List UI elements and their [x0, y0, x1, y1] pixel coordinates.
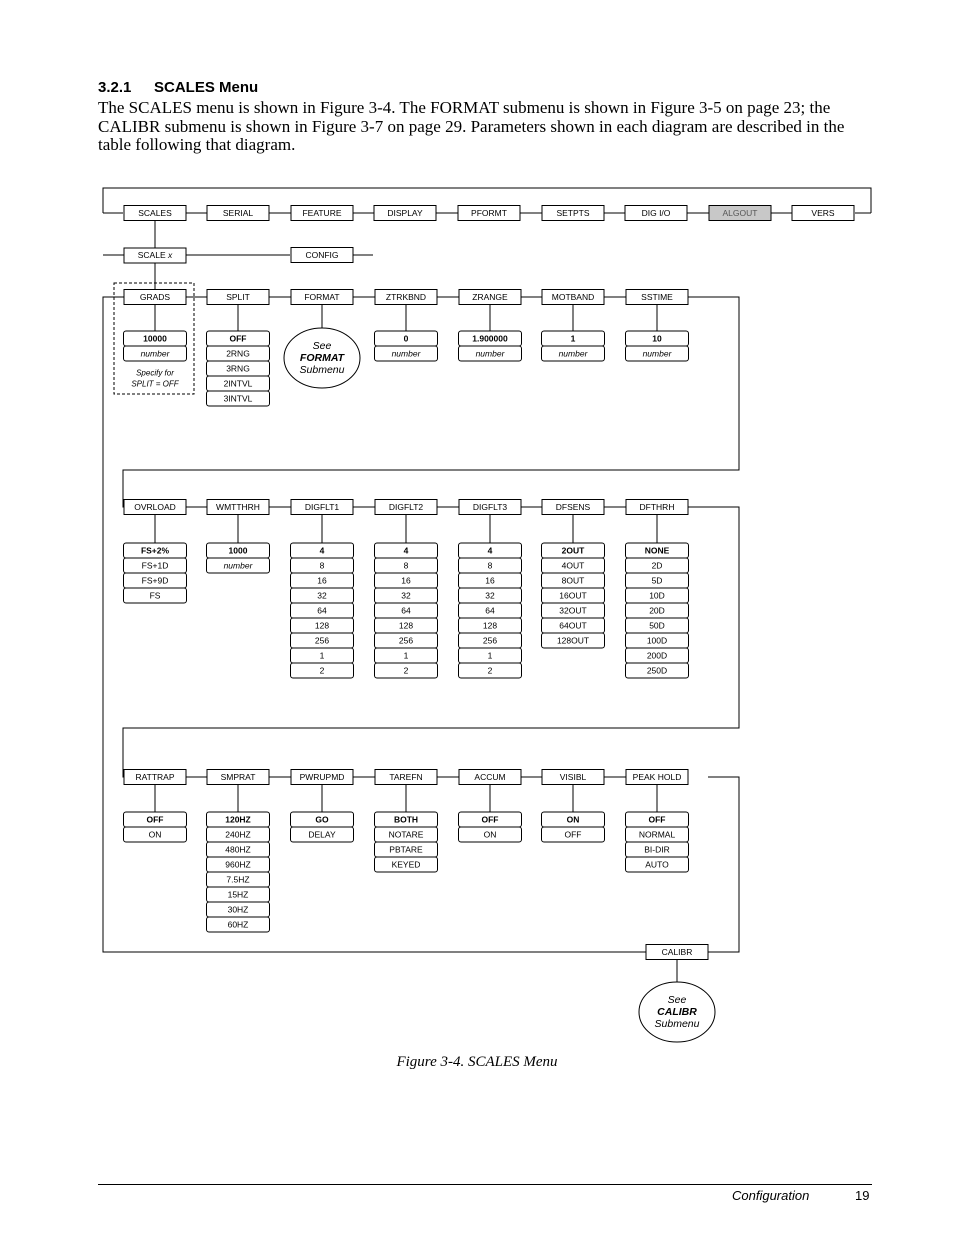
top-menu-display-label: DISPLAY — [387, 208, 423, 218]
param-dfthrh-label: DFTHRH — [639, 502, 675, 512]
param-digflt3-value-16: 16 — [485, 575, 495, 586]
param-format-submenu-text-format: FORMAT — [299, 352, 345, 364]
param-grads-label: GRADS — [139, 292, 171, 302]
top-menu-vers-label: VERS — [811, 208, 835, 218]
param-tarefn-value-notare: NOTARE — [388, 829, 424, 840]
param-dfsens-value-64out: 64OUT — [559, 620, 587, 631]
param-dfthrh-value-none: NONE — [644, 545, 670, 556]
param-ovrload-value-fs-1d: FS+1D — [141, 560, 169, 571]
param-digflt2-value-128: 128 — [398, 620, 414, 631]
param-digflt2-label: DIGFLT2 — [388, 502, 424, 512]
param-peak-hold-value-off: OFF — [648, 814, 666, 825]
param-sstime-value-10: 10 — [652, 333, 662, 344]
param-calibr-submenu-text-see: See — [667, 994, 687, 1006]
param-wmtthrh-value-1000: 1000 — [228, 545, 248, 556]
param-zrange-label: ZRANGE — [472, 292, 508, 302]
top-menu-setpts-label: SETPTS — [556, 208, 590, 218]
param-dfthrh-value-10d: 10D — [649, 590, 665, 601]
param-rattrap-label: RATTRAP — [135, 772, 175, 782]
figure-caption: Figure 3-4. SCALES Menu — [396, 1054, 558, 1070]
section-number: 3.2.1 — [98, 79, 132, 96]
param-ovrload-value-fs-2: FS+2% — [140, 545, 170, 556]
param-ovrload-value-fs: FS — [149, 590, 161, 601]
param-accum-value-on: ON — [483, 829, 497, 840]
param-zrange-value-1-900000: 1.900000 — [472, 333, 508, 344]
param-digflt1-value-256: 256 — [314, 635, 330, 646]
param-digflt1-value-64: 64 — [317, 605, 327, 616]
param-digflt1-value-2: 2 — [319, 665, 325, 676]
param-dfthrh-value-250d: 250D — [646, 665, 668, 676]
top-menu-scales-label: SCALES — [138, 208, 172, 218]
param-digflt2-value-2: 2 — [403, 665, 409, 676]
param-peak-hold-label: PEAK HOLD — [632, 772, 682, 782]
param-split-value-off: OFF — [229, 333, 247, 344]
param-motband-value-1: 1 — [570, 333, 576, 344]
param-ztrkbnd-label: ZTRKBND — [385, 292, 427, 302]
param-digflt1-value-8: 8 — [319, 560, 325, 571]
param-ovrload-label: OVRLOAD — [134, 502, 176, 512]
param-split-value-2intvl: 2INTVL — [223, 378, 253, 389]
param-ztrkbnd-value-number: number — [391, 348, 421, 359]
top-menu-algout-label: ALGOUT — [722, 208, 758, 218]
param-digflt3-value-4: 4 — [487, 545, 493, 556]
param-visibl-value-on: ON — [566, 814, 580, 825]
param-rattrap-value-off: OFF — [146, 814, 164, 825]
param-visibl-value-off: OFF — [564, 829, 582, 840]
param-digflt1-label: DIGFLT1 — [304, 502, 340, 512]
param-motband-label: MOTBAND — [551, 292, 595, 302]
scale-x-variable: x — [168, 250, 173, 260]
param-digflt3-value-256: 256 — [482, 635, 498, 646]
param-tarefn-value-both: BOTH — [393, 814, 419, 825]
param-visibl-label: VISIBL — [559, 772, 587, 782]
scale-x-label: SCALE x — [137, 250, 173, 260]
param-ztrkbnd-value-0: 0 — [403, 333, 409, 344]
param-digflt2-value-4: 4 — [403, 545, 409, 556]
param-digflt2-value-64: 64 — [401, 605, 411, 616]
param-peak-hold-value-auto: AUTO — [645, 859, 669, 870]
param-accum-label: ACCUM — [474, 772, 506, 782]
param-rattrap-value-on: ON — [148, 829, 162, 840]
grads-note-split-off: SPLIT = OFF — [131, 379, 179, 389]
grads-note-specify-for: Specify for — [136, 368, 174, 378]
param-digflt3-value-32: 32 — [485, 590, 495, 601]
param-grads-value-number: number — [140, 348, 170, 359]
param-dfsens-value-8out: 8OUT — [561, 575, 585, 586]
param-split-label: SPLIT — [226, 292, 250, 302]
param-format-label: FORMAT — [304, 292, 340, 302]
param-split-value-2rng: 2RNG — [226, 348, 250, 359]
param-digflt3-value-64: 64 — [485, 605, 495, 616]
param-grads-value-10000: 10000 — [143, 333, 167, 344]
param-digflt1-value-32: 32 — [317, 590, 327, 601]
param-tarefn-value-pbtare: PBTARE — [389, 844, 423, 855]
top-menu-dig-i-o-label: DIG I/O — [641, 208, 671, 218]
footer-rule — [98, 1184, 872, 1185]
param-smprat-value-30hz: 30HZ — [227, 904, 249, 915]
param-digflt2-value-256: 256 — [398, 635, 414, 646]
footer-section-name: Configuration — [732, 1188, 810, 1203]
param-accum-value-off: OFF — [481, 814, 499, 825]
param-dfsens-label: DFSENS — [555, 502, 591, 512]
param-smprat-value-120hz: 120HZ — [225, 814, 251, 825]
param-ovrload-value-fs-9d: FS+9D — [141, 575, 169, 586]
param-dfthrh-value-100d: 100D — [646, 635, 668, 646]
param-digflt3-value-2: 2 — [487, 665, 493, 676]
param-motband-value-number: number — [558, 348, 588, 359]
param-digflt3-label: DIGFLT3 — [472, 502, 508, 512]
param-dfsens-value-128out: 128OUT — [556, 635, 590, 646]
param-zrange-value-number: number — [475, 348, 505, 359]
param-digflt1-value-1: 1 — [319, 650, 325, 661]
config-label: CONFIG — [305, 250, 339, 260]
param-smprat-value-960hz: 960HZ — [225, 859, 251, 870]
param-smprat-value-60hz: 60HZ — [227, 919, 249, 930]
param-smprat-value-240hz: 240HZ — [225, 829, 251, 840]
param-calibr-submenu-text-submenu: Submenu — [654, 1018, 700, 1030]
param-tarefn-value-keyed: KEYED — [391, 859, 421, 870]
param-dfsens-value-32out: 32OUT — [559, 605, 587, 616]
param-smprat-label: SMPRAT — [220, 772, 256, 782]
param-calibr-submenu-text-calibr: CALIBR — [657, 1006, 697, 1018]
param-dfthrh-value-200d: 200D — [646, 650, 668, 661]
row3-to-calibr-connector — [708, 777, 739, 952]
top-menu-pformt-label: PFORMT — [471, 208, 507, 218]
param-calibr-label: CALIBR — [661, 947, 693, 957]
param-dfthrh-value-50d: 50D — [649, 620, 665, 631]
top-menu-serial-label: SERIAL — [222, 208, 254, 218]
param-pwrupmd-value-go: GO — [315, 814, 329, 825]
param-pwrupmd-label: PWRUPMD — [299, 772, 345, 782]
param-dfthrh-value-5d: 5D — [651, 575, 663, 586]
param-dfthrh-value-20d: 20D — [649, 605, 665, 616]
param-dfsens-value-2out: 2OUT — [561, 545, 585, 556]
param-tarefn-label: TAREFN — [389, 772, 423, 782]
param-split-value-3rng: 3RNG — [226, 363, 250, 374]
param-peak-hold-value-bi-dir: BI-DIR — [644, 844, 670, 855]
param-format-submenu-text-submenu: Submenu — [299, 364, 345, 376]
param-digflt3-value-128: 128 — [482, 620, 498, 631]
param-digflt2-value-32: 32 — [401, 590, 411, 601]
param-peak-hold-value-normal: NORMAL — [638, 829, 676, 840]
param-format-submenu-text-see: See — [312, 340, 332, 352]
param-pwrupmd-value-delay: DELAY — [308, 829, 336, 840]
intro-paragraph: The SCALES menu is shown in Figure 3-4. The FORMAT submenu is shown in Figure 3-5 on page 23; the CALIBR submenu is shown in Figure 3-7 on page 29. Parameters shown in each diagram are described in the table following that diagram. — [98, 98, 845, 154]
param-digflt2-value-8: 8 — [403, 560, 409, 571]
param-smprat-value-7-5hz: 7.5HZ — [226, 874, 250, 885]
section-title: SCALES Menu — [154, 79, 259, 96]
param-digflt2-value-16: 16 — [401, 575, 411, 586]
param-smprat-value-480hz: 480HZ — [225, 844, 251, 855]
top-menu-feature-label: FEATURE — [302, 208, 342, 218]
param-dfsens-value-4out: 4OUT — [561, 560, 585, 571]
param-smprat-value-15hz: 15HZ — [227, 889, 249, 900]
param-sstime-value-number: number — [642, 348, 672, 359]
param-dfthrh-value-2d: 2D — [651, 560, 663, 571]
param-wmtthrh-value-number: number — [223, 560, 253, 571]
param-digflt1-value-16: 16 — [317, 575, 327, 586]
param-split-value-3intvl: 3INTVL — [223, 393, 253, 404]
param-digflt2-value-1: 1 — [403, 650, 409, 661]
footer-page-number: 19 — [855, 1188, 870, 1203]
param-digflt3-value-1: 1 — [487, 650, 493, 661]
param-digflt3-value-8: 8 — [487, 560, 493, 571]
param-wmtthrh-label: WMTTHRH — [216, 502, 260, 512]
param-digflt1-value-4: 4 — [319, 545, 325, 556]
param-sstime-label: SSTIME — [641, 292, 673, 302]
param-dfsens-value-16out: 16OUT — [559, 590, 587, 601]
param-digflt1-value-128: 128 — [314, 620, 330, 631]
